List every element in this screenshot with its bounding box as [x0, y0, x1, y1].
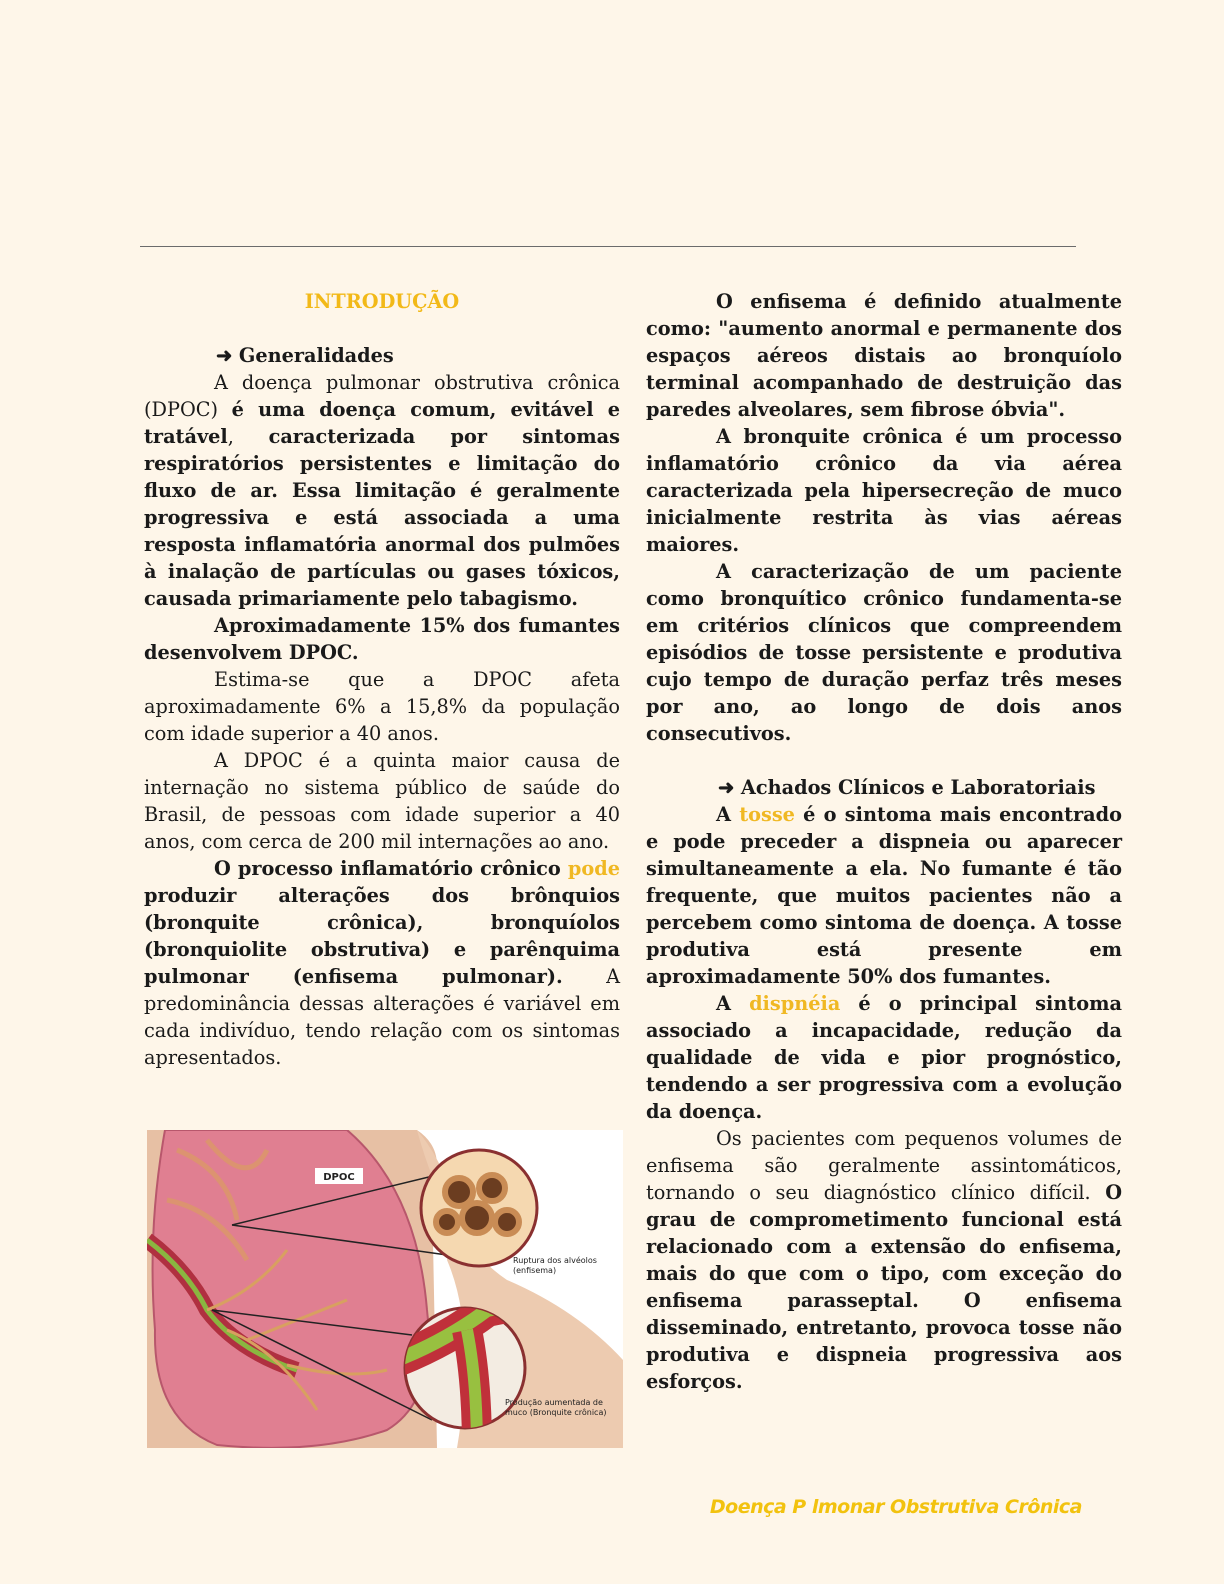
paragraph-enfisema: O enfisema é definido atualmente como: "aumento anormal e permanente dos espaços aéreos distais ao bronquíolo terminal acompanhado de destruição das paredes alveolares, sem fibrose óbvia".: [646, 290, 1122, 421]
paragraph-tosse: A tosse é o sintoma mais encontrado e pode preceder a dispneia ou aparecer simultaneamente a ela. No fumante é tão frequente, que muitos pacientes não a percebem como sintoma de doença. A tosse produtiva está presente em aproximadamente 50% dos fumantes.: [646, 803, 1122, 988]
figure-label-mucus-sub: muco (Bronquite crônica): [505, 1408, 607, 1417]
figure-label-dpoc: DPOC: [323, 1172, 355, 1183]
header-divider: [140, 246, 1076, 247]
left-column: [144, 288, 620, 1071]
subhead-generalidades: ➜ Generalidades: [216, 344, 394, 367]
section-title: INTRODUÇÃO: [304, 290, 460, 313]
figure-label-alveoli: Ruptura dos alvéolos: [513, 1256, 597, 1265]
paragraph-definition: A doença pulmonar obstrutiva crônica (DPOC) é uma doença comum, evitável e tratável, caracterizada por sintomas respiratórios persistentes e limitação do fluxo de ar. Essa limitação é geralmente progressiva e está associada a uma resposta inflamatória anormal dos pulmões à inalação de partículas ou gases tóxicos, causada primariamente pelo tabagismo.: [144, 371, 621, 610]
paragraph-criterios: A caracterização de um paciente como bronquítico crônico fundamenta-se em critérios clínicos que compreendem episódios de tosse persistente e produtiva cujo tempo de duração perfaz três meses por ano, ao longo de dois anos consecutivos.: [646, 560, 1122, 745]
paragraph-smokers: Aproximadamente 15% dos fumantes desenvolvem DPOC.: [144, 614, 620, 664]
paragraph-volumes: Os pacientes com pequenos volumes de enfisema são geralmente assintomáticos, tornando o seu diagnóstico clínico difícil. O grau de comprometimento funcional está relacionado com a extensão do enfisema, mais do que com o tipo, com exceção do enfisema parasseptal. O enfisema disseminado, entretanto, provoca tosse não produtiva e dispneia progressiva aos esforços.: [646, 1127, 1122, 1393]
right-column: [646, 288, 1122, 1395]
arrow-right-icon: ➜: [216, 344, 233, 367]
arrow-right-icon: ➜: [718, 776, 735, 799]
dpoc-lung-illustration: [147, 1130, 623, 1448]
paragraph-bronquite: A bronquite crônica é um processo inflamatório crônico da via aérea caracterizada pela hipersecreção de muco inicialmente restrita às vias aéreas maiores.: [646, 425, 1122, 556]
footer-title: Doença P lmonar Obstrutiva Crônica: [709, 1496, 1082, 1518]
figure-label-alveoli-sub: (enfisema): [513, 1266, 557, 1275]
paragraph-inflammation: O processo inflamatório crônico pode produzir alterações dos brônquios (bronquite crônica), bronquíolos (bronquiolite obstrutiva) e parênquima pulmonar (enfisema pulmonar). A predominância dessas alterações é variável em cada indivíduo, tendo relação com os sintomas apresentados.: [144, 857, 620, 1069]
paragraph-dispneia: A dispnéia é o principal sintoma associado a incapacidade, redução da qualidade de vida e pior prognóstico, tendendo a ser progressiva com a evolução da doença.: [646, 992, 1122, 1123]
paragraph-hospitalization: A DPOC é a quinta maior causa de internação no sistema público de saúde do Brasil, de pessoas com idade superior a 40 anos, com cerca de 200 mil internações ao ano.: [144, 749, 620, 853]
subhead-achados: ➜ Achados Clínicos e Laboratoriais: [718, 776, 1096, 799]
paragraph-prevalence: Estima-se que a DPOC afeta aproximadamente 6% a 15,8% da população com idade superior a 40 anos.: [144, 668, 620, 745]
figure-label-mucus: Produção aumentada de: [505, 1398, 603, 1407]
